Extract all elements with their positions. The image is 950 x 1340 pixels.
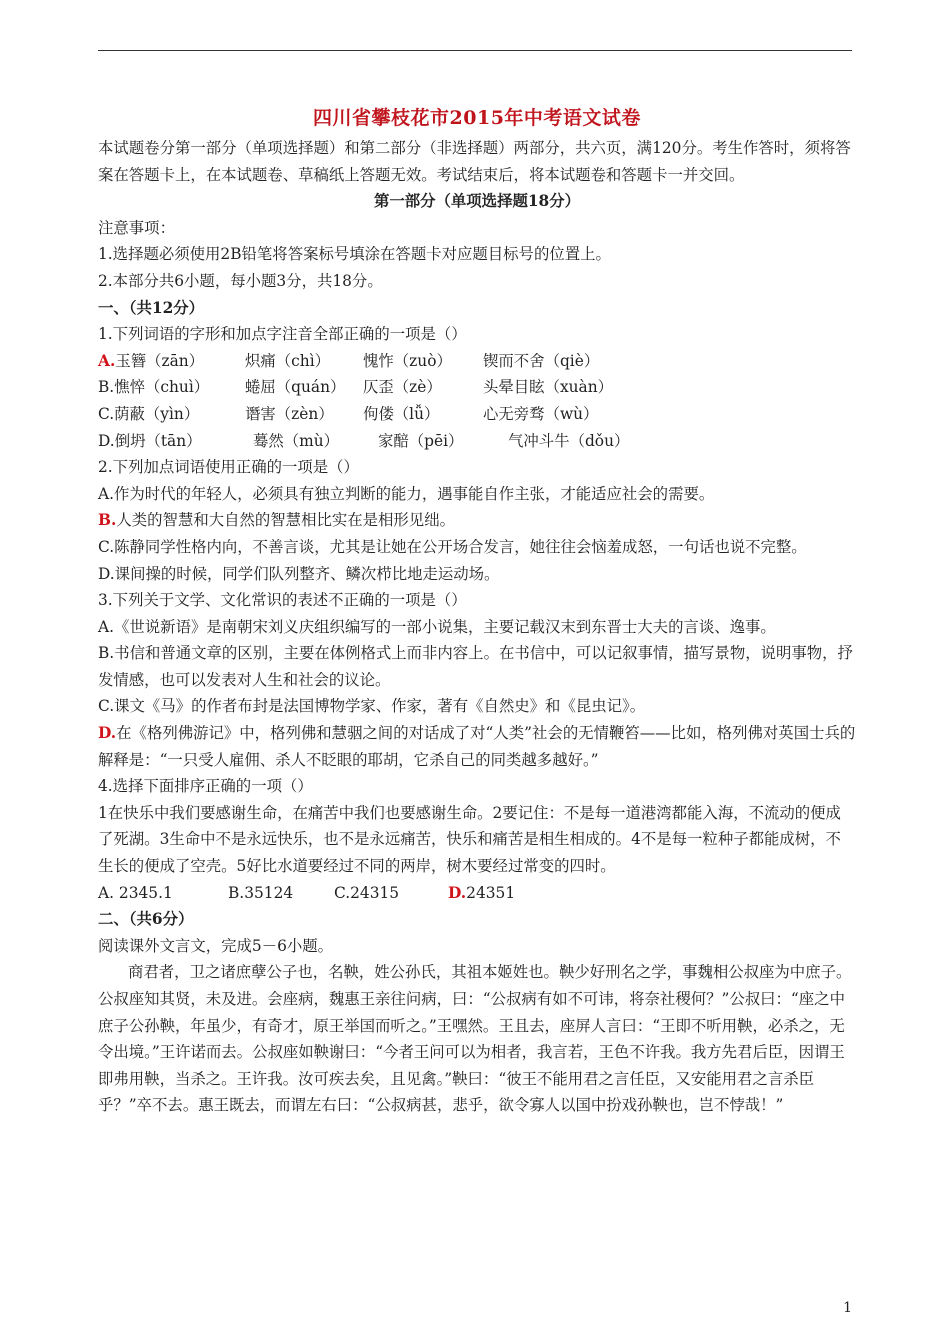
q1-c-word: 谮害（zèn） — [245, 404, 334, 423]
section2-heading: 二、（共6分） — [98, 910, 194, 929]
note-item: 1.选择题必须使用2B铅笔将答案标号填涂在答题卡对应题目标号的位置上。 — [98, 245, 611, 264]
q1-a-word: 愧怍（zuò） — [363, 351, 452, 370]
q3-option-a: A.《世说新语》是南朝宋刘义庆组织编写的一部小说集，主要记载汉末到东晋士大夫的言谈、逸事。 — [98, 617, 776, 636]
q4-option-d: 24351 — [466, 883, 516, 902]
notes-label: 注意事项： — [98, 218, 175, 237]
answer-marker: A. — [98, 351, 116, 370]
option-label: D. — [98, 431, 115, 450]
note-item: 2.本部分共6小题，每小题3分，共18分。 — [98, 271, 383, 290]
answer-marker: D. — [98, 724, 117, 743]
section1-heading: 一、（共12分） — [98, 298, 205, 317]
part1-heading: 第一部分（单项选择题18分） — [373, 192, 581, 211]
header-rule — [98, 50, 852, 51]
q1-option-d — [98, 428, 856, 455]
q1-d-word: 家醅（pēi） — [378, 431, 464, 450]
q1-d-word: 倒坍（tān） — [114, 431, 202, 450]
q1-stem: 1.下列词语的字形和加点字注音全部正确的一项是（） — [98, 325, 467, 344]
option-label: B. — [98, 378, 115, 397]
q1-b-word: 憔悴（chuì） — [114, 378, 210, 397]
intro-paragraph: 本试题卷分第一部分（单项选择题）和第二部分（非选择题）两部分，共六页，满120分。考生作答时，须将答案在答题卡上，在本试题卷、草稿纸上答题无效。考试结束后，将本试题卷和答题卡一并交回。 — [98, 139, 851, 184]
q3-option-d — [98, 720, 856, 773]
q1-c-word: 佝偻（lǚ） — [363, 404, 440, 423]
q2-option-d: D.课间操的时候，同学们队列整齐、鳞次栉比地走运动场。 — [98, 564, 500, 583]
q4-stem: 4.选择下面排序正确的一项（） — [98, 777, 313, 796]
q1-c-word: 荫蔽（yìn） — [114, 404, 200, 423]
q2-option-b — [98, 507, 856, 534]
q4-text: 1在快乐中我们要感谢生命，在痛苦中我们也要感谢生命。2要记住：不是每一道港湾都能入海，不流动的便成了死湖。3生命中不是永远快乐，也不是永远痛苦，快乐和痛苦是相生相成的。4不是每一粒种子都能成树，不生长的便成了空壳。5好比水道要经过不同的两岸，树木要经过常变的四时。 — [98, 803, 841, 876]
q3-option-b: B.书信和普通文章的区别，主要在体例格式上而非内容上。在书信中，可以记叙事情，描写景物，说明事物，抒发情感，也可以发表对人生和社会的议论。 — [98, 644, 853, 689]
classical-passage: 商君者，卫之诸庶孽公子也，名鞅，姓公孙氏，其祖本姬姓也。鞅少好刑名之学，事魏相公叔座为中庶子。公叔座知其贤，未及进。会座病，魏惠王亲往问病，曰：“公叔病有如不可讳，将奈社稷何？”公叔曰：“座之中庶子公孙鞅，年虽少，有奇才，原王举国而听之。”王嘿然。王且去，座屏人言曰：“王即不听用鞅，必杀之，无令出境。”王许诺而去。公叔座如鞅谢曰：“今者王问可以为相者，我言若，王色不许我。我方先君后臣，因谓王即弗用鞅，当杀之。王许我。汝可疾去矣，且见禽。”鞅曰：“彼王不能用君之言任臣，又安能用君之言杀臣乎？”卒不去。惠王既去，而谓左右曰：“公叔病甚，悲乎，欲令寡人以国中扮戏孙鞅也，岂不悖哉！” — [98, 963, 852, 1115]
q1-b-word: 蜷屈（quán） — [245, 378, 346, 397]
answer-marker: B. — [98, 511, 117, 530]
q4-options — [98, 880, 856, 907]
reading-intro: 阅读课外文言文，完成5－6小题。 — [98, 936, 334, 955]
q2-option-c: C.陈静同学性格内向，不善言谈，尤其是让她在公开场合发言，她往往会恼羞成怒，一句话也说不完整。 — [98, 537, 807, 556]
q2-option-a: A.作为时代的年轻人，必须具有独立判断的能力，遇事能自作主张，才能适应社会的需要。 — [98, 484, 715, 503]
q1-d-word: 蓦然（mù） — [253, 431, 340, 450]
q4-option: C.24315 — [334, 883, 400, 902]
q1-b-word: 仄歪（zè） — [363, 378, 442, 397]
q1-a-word: 玉簪（zān） — [115, 351, 205, 370]
q1-option-a — [98, 348, 856, 375]
q1-d-word: 气冲斗牛（dǒu） — [508, 431, 630, 450]
page-title: 四川省攀枝花市2015年中考语文试卷 — [313, 107, 641, 129]
q1-option-c — [98, 401, 856, 428]
q2-stem: 2.下列加点词语使用正确的一项是（） — [98, 458, 359, 477]
page-number: 1 — [843, 1300, 852, 1316]
q1-option-b — [98, 374, 856, 401]
document-body — [98, 104, 856, 1119]
q3-option-d-text: 在《格列佛游记》中，格列佛和慧骃之间的对话成了对“人类”社会的无情鞭笞——比如，格列佛对英国士兵的解释是：“一只受人雇佣、杀人不眨眼的耶胡，它杀自己的同类越多越好。” — [98, 724, 856, 769]
q1-c-word: 心无旁骛（wù） — [483, 404, 599, 423]
q3-stem: 3.下列关于文学、文化常识的表述不正确的一项是（） — [98, 591, 467, 610]
q1-b-word: 头晕目眩（xuàn） — [483, 378, 614, 397]
answer-marker: D. — [448, 883, 467, 902]
q4-option: B.35124 — [228, 883, 294, 902]
q1-a-word: 锲而不舍（qiè） — [483, 351, 600, 370]
option-label: C. — [98, 404, 115, 423]
q1-a-word: 炽痛（chì） — [245, 351, 331, 370]
q2-option-b-text: 人类的智慧和大自然的智慧相比实在是相形见绌。 — [116, 511, 455, 530]
q4-option: A. 2345.1 — [98, 883, 173, 902]
q3-option-c: C.课文《马》的作者布封是法国博物学家、作家，著有《自然史》和《昆虫记》。 — [98, 697, 646, 716]
